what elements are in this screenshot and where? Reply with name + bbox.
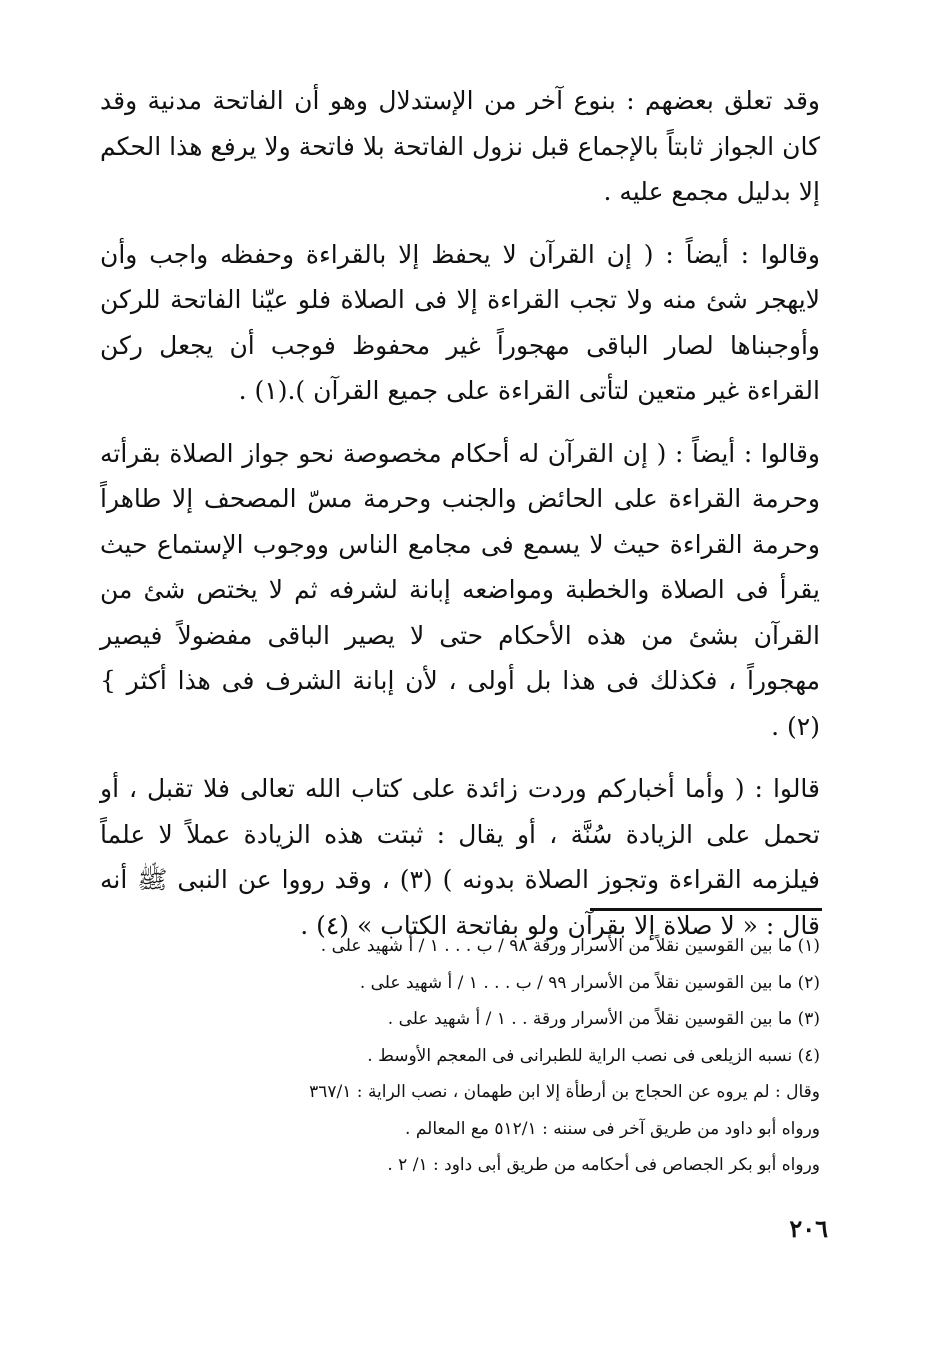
footnotes (230, 928, 820, 1184)
paragraph-text: وقالوا : أيضاً : ( إن القرآن لا يحفظ إلا بالقراءة وحفظه واجب وأن لايهجر شئ منه ولا تجب القراءة إلا فى الصلاة فلو عيّنا الفاتحة للركن وأوجبناها لصار الباقى مهجوراً غير محفوظ فوجب أن يجعل ركن القراءة غير متعين لتأتى القراءة على جميع القرآن ).(١) . (100, 239, 820, 405)
page-number: ٢٠٦ (789, 1214, 828, 1243)
footnote-3: (٣) ما بين القوسين نقلاً من الأسرار ورقة . . ١ / أ شهيد على . (387, 1009, 820, 1029)
footnote-2: (٢) ما بين القوسين نقلاً من الأسرار ٩٩ / ب . . . ١ / أ شهيد على . (359, 972, 820, 993)
footnote-separator (590, 908, 822, 911)
paragraph-2 (100, 232, 820, 414)
paragraph-4 (100, 766, 820, 948)
paragraph-text: وقالوا : أيضاً : ( إن القرآن له أحكام مخصوصة نحو جواز الصلاة بقرأته وحرمة القراءة على الحائض والجنب وحرمة مسّ المصحف إلا طاهراً وحرمة القراءة حيث لا يسمع فى مجامع الناس ووجوب الإستماع حيث يقرأ فى الصلاة والخطبة ومواضعه إبانة لشرفه ثم لا يختص شئ من القرآن بشئ من هذه الأحكام حتى لا يصير الباقى مفضولاً فيصير مهجوراً ، فكذلك فى هذا بل أولى ، لأن إبانة الشرف فى هذا أكثر } (٢) . (100, 438, 820, 741)
footnote-4: (٤) نسبه الزيلعى فى نصب الراية للطبرانى فى المعجم الأوسط . (367, 1045, 820, 1066)
footnote-4-continuation: ورواه أبو بكر الجصاص فى أحكامه من طريق أبى داود : ١/ ٢ . (387, 1155, 820, 1175)
footnote-1: (١) ما بين القوسين نقلاً من الأسرار ورقة ٩٨ / ب . . . ١ / أ شهيد على . (320, 936, 820, 956)
footnote-4-continuation: ورواه أبو داود من طريق آخر فى سننه : ٥١٢/١ مع المعالم . (405, 1118, 820, 1139)
paragraph-3 (100, 431, 820, 750)
main-text (100, 78, 820, 965)
paragraph-text: قالوا : ( وأما أخباركم وردت زائدة على كتاب الله تعالى فلا تقبل ، أو تحمل على الزيادة سُنَّة ، أو يقال : ثبتت هذه الزيادة عملاً لا علماً فيلزمه القراءة وتجوز الصلاة بدونه ) (٣) ، وقد رووا عن النبى ﷺ أنه قال : « لا صلاة إلا بقرآن ولو بفاتحة الكتاب » (٤) . (100, 774, 821, 940)
paragraph-1 (100, 78, 820, 215)
paragraph-text: وقد تعلق بعضهم : بنوع آخر من الإستدلال وهو أن الفاتحة مدنية وقد كان الجواز ثابتاً بالإجماع قبل نزول الفاتحة بلا فاتحة ولا يرفع هذا الحكم إلا بدليل مجمع عليه . (100, 86, 820, 206)
footnote-4-continuation: وقال : لم يروه عن الحجاج بن أرطأة إلا ابن طهمان ، نصب الراية : ٣٦٧/١ (309, 1082, 820, 1102)
